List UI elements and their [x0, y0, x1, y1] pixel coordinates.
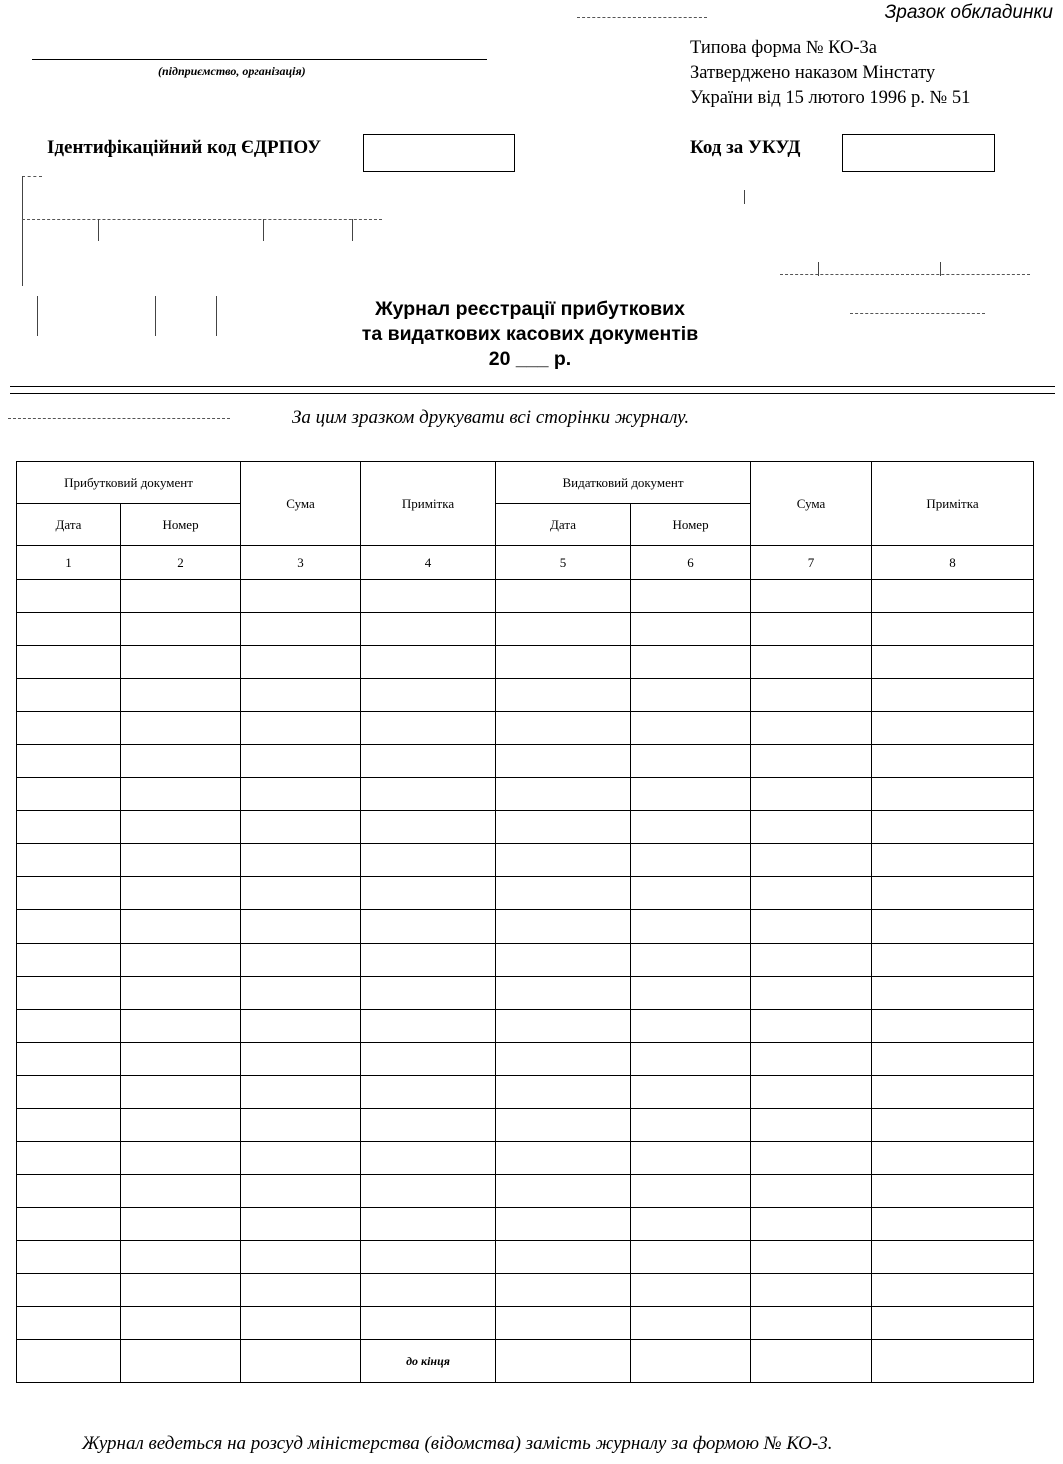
scan-artifact: [263, 219, 264, 241]
form-info-line: Затверджено наказом Мінстату: [690, 63, 936, 83]
ukud-label: Код за УКУД: [690, 137, 801, 158]
table-row: [17, 976, 1034, 1009]
table-row: [17, 910, 1034, 943]
table-cell[interactable]: [17, 580, 121, 613]
table-cell[interactable]: [751, 1273, 872, 1306]
table-cell[interactable]: [496, 910, 631, 943]
table-cell[interactable]: [872, 1307, 1034, 1340]
table-cell[interactable]: [241, 1240, 361, 1273]
table-cell[interactable]: [872, 1042, 1034, 1075]
scan-artifact: [850, 313, 985, 314]
column-number-row: [17, 546, 1034, 580]
column-number: 4: [361, 546, 496, 580]
table-cell[interactable]: [872, 877, 1034, 910]
column-number: 7: [751, 546, 872, 580]
income-note-header: Примітка: [361, 462, 496, 546]
table-cell[interactable]: [751, 1141, 872, 1174]
table-cell[interactable]: [121, 1307, 241, 1340]
table-cell[interactable]: [361, 712, 496, 745]
table-cell[interactable]: [872, 1108, 1034, 1141]
table-cell[interactable]: [872, 844, 1034, 877]
table-cell[interactable]: [241, 811, 361, 844]
table-cell[interactable]: [751, 679, 872, 712]
table-header-row: [17, 462, 1034, 504]
table-cell[interactable]: [361, 844, 496, 877]
journal-title-line: Журнал реєстрації прибуткових: [375, 298, 685, 320]
table-cell[interactable]: [631, 1340, 751, 1383]
table-cell[interactable]: [751, 1174, 872, 1207]
footer-note: Журнал ведеться на розсуд міністерства (відомства) замість журналу за формою № КО-3.: [82, 1433, 833, 1454]
table-cell[interactable]: [631, 712, 751, 745]
table-row: [17, 1240, 1034, 1273]
column-number: 5: [496, 546, 631, 580]
scan-artifact: [352, 219, 353, 241]
expense-note-header: Примітка: [872, 462, 1034, 546]
table-cell[interactable]: [121, 1009, 241, 1042]
table-cell[interactable]: [241, 1174, 361, 1207]
table-cell[interactable]: [872, 1340, 1034, 1383]
table-cell[interactable]: [872, 1240, 1034, 1273]
scan-artifact: [8, 418, 230, 419]
table-cell[interactable]: [17, 1108, 121, 1141]
table-cell[interactable]: [496, 844, 631, 877]
table-cell[interactable]: [17, 1207, 121, 1240]
table-row: [17, 613, 1034, 646]
table-cell[interactable]: [121, 943, 241, 976]
expense-number-header: Номер: [631, 504, 751, 546]
table-cell[interactable]: [17, 1340, 121, 1383]
table-cell[interactable]: [17, 1042, 121, 1075]
table-cell[interactable]: [17, 1273, 121, 1306]
table-cell[interactable]: [361, 1075, 496, 1108]
table-cell[interactable]: [751, 1240, 872, 1273]
table-cell[interactable]: [121, 679, 241, 712]
column-number: 3: [241, 546, 361, 580]
table-row: [17, 1207, 1034, 1240]
table-cell[interactable]: [751, 1108, 872, 1141]
table-cell[interactable]: [496, 778, 631, 811]
table-cell[interactable]: [361, 1207, 496, 1240]
form-info: [690, 36, 970, 111]
table-row: [17, 1108, 1034, 1141]
table-cell[interactable]: [631, 646, 751, 679]
table-row: [17, 1307, 1034, 1340]
table-cell[interactable]: [872, 712, 1034, 745]
table-cell[interactable]: [631, 1042, 751, 1075]
table-cell[interactable]: [17, 646, 121, 679]
table-cell[interactable]: [121, 811, 241, 844]
divider-line: [10, 386, 1055, 387]
table-row: [17, 844, 1034, 877]
table-cell[interactable]: [241, 745, 361, 778]
table-cell[interactable]: [121, 910, 241, 943]
journal-title: [300, 297, 760, 372]
table-cell[interactable]: [17, 1075, 121, 1108]
income-number-header: Номер: [121, 504, 241, 546]
table-cell[interactable]: [496, 613, 631, 646]
table-cell[interactable]: [17, 1009, 121, 1042]
table-cell[interactable]: [241, 580, 361, 613]
table-cell[interactable]: [631, 910, 751, 943]
journal-title-line: та видаткових касових документів: [361, 323, 699, 345]
table-cell[interactable]: [361, 580, 496, 613]
table-cell[interactable]: [872, 1075, 1034, 1108]
table-cell[interactable]: [121, 1075, 241, 1108]
table-cell[interactable]: [496, 1273, 631, 1306]
scan-artifact: [22, 176, 42, 177]
table-cell[interactable]: [241, 712, 361, 745]
form-info-line: України від 15 лютого 1996 р. № 51: [690, 88, 971, 108]
table-cell[interactable]: [17, 943, 121, 976]
income-document-header: Прибутковий документ: [17, 462, 241, 504]
table-cell[interactable]: [241, 778, 361, 811]
scan-artifact: [98, 219, 99, 241]
table-body: [17, 580, 1034, 1340]
table-cell[interactable]: [241, 910, 361, 943]
table-row: [17, 646, 1034, 679]
table-cell[interactable]: [496, 1108, 631, 1141]
table-cell[interactable]: [631, 1307, 751, 1340]
table-cell[interactable]: [631, 1009, 751, 1042]
table-cell[interactable]: [17, 712, 121, 745]
ukud-field[interactable]: [842, 134, 995, 172]
continuation-note: до кінця: [361, 1340, 496, 1383]
table-cell[interactable]: [361, 679, 496, 712]
table-cell[interactable]: [872, 1009, 1034, 1042]
table-cell[interactable]: [121, 745, 241, 778]
table-cell[interactable]: [872, 745, 1034, 778]
table-cell[interactable]: [496, 580, 631, 613]
table-cell[interactable]: [872, 778, 1034, 811]
scan-artifact: [37, 296, 38, 336]
table-cell[interactable]: [751, 976, 872, 1009]
table-row: [17, 712, 1034, 745]
table-cell[interactable]: [751, 877, 872, 910]
table-row: [17, 1273, 1034, 1306]
table-cell[interactable]: [496, 679, 631, 712]
table-cell[interactable]: [241, 679, 361, 712]
table-cell[interactable]: [17, 1174, 121, 1207]
table-cell[interactable]: [751, 646, 872, 679]
table-row: [17, 778, 1034, 811]
table-cell[interactable]: [631, 1075, 751, 1108]
table-cell[interactable]: [751, 1340, 872, 1383]
column-number: 8: [872, 546, 1034, 580]
table-cell[interactable]: [241, 1009, 361, 1042]
table-cell[interactable]: [361, 1108, 496, 1141]
table-cell[interactable]: [496, 1307, 631, 1340]
table-cell[interactable]: [241, 1307, 361, 1340]
table-row: [17, 1075, 1034, 1108]
scan-artifact: [22, 219, 382, 220]
table-cell[interactable]: [872, 1273, 1034, 1306]
table-cell[interactable]: [751, 745, 872, 778]
table-cell[interactable]: [361, 1174, 496, 1207]
table-cell[interactable]: [496, 1042, 631, 1075]
table-cell[interactable]: [872, 646, 1034, 679]
table-cell[interactable]: [751, 811, 872, 844]
journal-table: [16, 461, 1034, 1383]
expense-date-header: Дата: [496, 504, 631, 546]
table-cell[interactable]: [241, 646, 361, 679]
table-cell[interactable]: [121, 778, 241, 811]
table-cell[interactable]: [121, 1207, 241, 1240]
table-cell[interactable]: [121, 613, 241, 646]
table-cell[interactable]: [361, 745, 496, 778]
table-cell[interactable]: [872, 613, 1034, 646]
table-row: [17, 811, 1034, 844]
organization-line: [32, 59, 487, 60]
table-cell[interactable]: [496, 1240, 631, 1273]
table-cell[interactable]: [17, 613, 121, 646]
edrpou-field[interactable]: [363, 134, 515, 172]
table-cell[interactable]: [121, 844, 241, 877]
table-cell[interactable]: [361, 877, 496, 910]
table-cell[interactable]: [751, 712, 872, 745]
table-cell[interactable]: [631, 976, 751, 1009]
table-row: [17, 745, 1034, 778]
table-cell[interactable]: [361, 1240, 496, 1273]
table-cell[interactable]: [241, 1273, 361, 1306]
table-cell[interactable]: [631, 1207, 751, 1240]
table-cell[interactable]: [631, 778, 751, 811]
table-cell[interactable]: [751, 580, 872, 613]
scan-artifact: [818, 262, 819, 276]
table-cell[interactable]: [361, 910, 496, 943]
table-cell[interactable]: [496, 712, 631, 745]
table-cell[interactable]: [241, 844, 361, 877]
table-row: [17, 1141, 1034, 1174]
table-cell[interactable]: [631, 1273, 751, 1306]
expense-document-header: Видатковий документ: [496, 462, 751, 504]
table-cell[interactable]: [241, 1075, 361, 1108]
table-cell[interactable]: [496, 976, 631, 1009]
table-cell[interactable]: [751, 778, 872, 811]
table-cell[interactable]: [17, 1240, 121, 1273]
table-cell[interactable]: [631, 679, 751, 712]
table-cell[interactable]: [751, 1042, 872, 1075]
scan-artifact: [216, 296, 217, 336]
table-cell[interactable]: [241, 1207, 361, 1240]
expense-sum-header: Сума: [751, 462, 872, 546]
table-cell[interactable]: [17, 877, 121, 910]
table-cell[interactable]: [121, 712, 241, 745]
table-row: [17, 1009, 1034, 1042]
table-cell[interactable]: [631, 580, 751, 613]
table-cell[interactable]: [872, 1207, 1034, 1240]
table-cell[interactable]: [121, 976, 241, 1009]
table-cell[interactable]: [241, 1340, 361, 1383]
table-cell[interactable]: [496, 811, 631, 844]
table-cell[interactable]: [872, 1174, 1034, 1207]
table-cell[interactable]: [121, 1042, 241, 1075]
table-cell[interactable]: [17, 844, 121, 877]
table-cell[interactable]: [361, 1009, 496, 1042]
scan-artifact: [577, 17, 707, 18]
table-cell[interactable]: [241, 976, 361, 1009]
table-cell[interactable]: [496, 943, 631, 976]
form-info-line: Типова форма № КО-3а: [690, 38, 877, 58]
scan-artifact: [155, 296, 156, 336]
table-cell[interactable]: [121, 1240, 241, 1273]
table-cell[interactable]: [17, 1141, 121, 1174]
table-cell[interactable]: [631, 811, 751, 844]
table-cell[interactable]: [872, 910, 1034, 943]
table-cell[interactable]: [751, 910, 872, 943]
table-cell[interactable]: [872, 811, 1034, 844]
table-cell[interactable]: [872, 679, 1034, 712]
table-cell[interactable]: [361, 1273, 496, 1306]
table-cell[interactable]: [872, 580, 1034, 613]
column-number: 2: [121, 546, 241, 580]
table-cell[interactable]: [17, 1307, 121, 1340]
table-cell[interactable]: [17, 679, 121, 712]
table-cell[interactable]: [121, 1141, 241, 1174]
scan-artifact: [744, 190, 745, 204]
table-cell[interactable]: [17, 976, 121, 1009]
print-instruction: За цим зразком друкувати всі сторінки журналу.: [292, 407, 690, 428]
table-cell[interactable]: [241, 877, 361, 910]
table-cell[interactable]: [631, 877, 751, 910]
income-date-header: Дата: [17, 504, 121, 546]
table-cell[interactable]: [496, 1009, 631, 1042]
table-cell[interactable]: [361, 811, 496, 844]
journal-year-line: 20 ___ р.: [488, 348, 572, 370]
edrpou-label: Ідентифікаційний код ЄДРПОУ: [47, 137, 322, 158]
table-cell[interactable]: [631, 613, 751, 646]
table-cell[interactable]: [496, 1174, 631, 1207]
table-cell[interactable]: [121, 646, 241, 679]
table-cell[interactable]: [496, 1207, 631, 1240]
table-cell[interactable]: [121, 580, 241, 613]
sample-label: Зразок обкладинки: [884, 2, 1053, 23]
income-sum-header: Сума: [241, 462, 361, 546]
table-cell[interactable]: [361, 1042, 496, 1075]
table-cell[interactable]: [241, 613, 361, 646]
table-cell[interactable]: [631, 1108, 751, 1141]
scan-artifact: [940, 262, 941, 276]
table-cell[interactable]: [872, 943, 1034, 976]
table-cell[interactable]: [496, 877, 631, 910]
table-cell[interactable]: [361, 943, 496, 976]
table-row-last: [17, 1340, 1034, 1383]
table-row: [17, 679, 1034, 712]
organization-caption: (підприємство, організація): [158, 64, 306, 78]
table-cell[interactable]: [631, 1174, 751, 1207]
table-cell[interactable]: [496, 1340, 631, 1383]
table-cell[interactable]: [121, 1273, 241, 1306]
table-cell[interactable]: [361, 1141, 496, 1174]
table-cell[interactable]: [631, 943, 751, 976]
table-cell[interactable]: [496, 1075, 631, 1108]
column-number: 6: [631, 546, 751, 580]
table-cell[interactable]: [361, 976, 496, 1009]
table-cell[interactable]: [631, 844, 751, 877]
table-row: [17, 1042, 1034, 1075]
table-cell[interactable]: [17, 778, 121, 811]
table-cell[interactable]: [751, 1207, 872, 1240]
table-cell[interactable]: [631, 1240, 751, 1273]
table-cell[interactable]: [751, 1307, 872, 1340]
table-cell[interactable]: [241, 1141, 361, 1174]
table-cell[interactable]: [241, 1108, 361, 1141]
table-cell[interactable]: [751, 1075, 872, 1108]
table-cell[interactable]: [496, 1141, 631, 1174]
table-cell[interactable]: [241, 943, 361, 976]
table-cell[interactable]: [751, 613, 872, 646]
table-cell[interactable]: [361, 1307, 496, 1340]
table-cell[interactable]: [17, 745, 121, 778]
table-cell[interactable]: [751, 943, 872, 976]
table-cell[interactable]: [751, 1009, 872, 1042]
table-cell[interactable]: [361, 778, 496, 811]
table-row: [17, 877, 1034, 910]
table-cell[interactable]: [872, 976, 1034, 1009]
table-cell[interactable]: [121, 877, 241, 910]
table-cell[interactable]: [631, 745, 751, 778]
table-row: [17, 580, 1034, 613]
table-cell[interactable]: [17, 811, 121, 844]
table-cell[interactable]: [241, 1042, 361, 1075]
table-cell[interactable]: [361, 613, 496, 646]
table-cell[interactable]: [631, 1141, 751, 1174]
table-cell[interactable]: [872, 1141, 1034, 1174]
scan-artifact: [22, 176, 23, 286]
table-cell[interactable]: [496, 745, 631, 778]
table-cell[interactable]: [751, 844, 872, 877]
table-cell[interactable]: [361, 646, 496, 679]
table-cell[interactable]: [121, 1340, 241, 1383]
table-cell[interactable]: [121, 1108, 241, 1141]
table-row: [17, 943, 1034, 976]
table-cell[interactable]: [496, 646, 631, 679]
table-row: [17, 1174, 1034, 1207]
table-cell[interactable]: [121, 1174, 241, 1207]
divider-line: [10, 393, 1055, 394]
table-cell[interactable]: [17, 910, 121, 943]
column-number: 1: [17, 546, 121, 580]
